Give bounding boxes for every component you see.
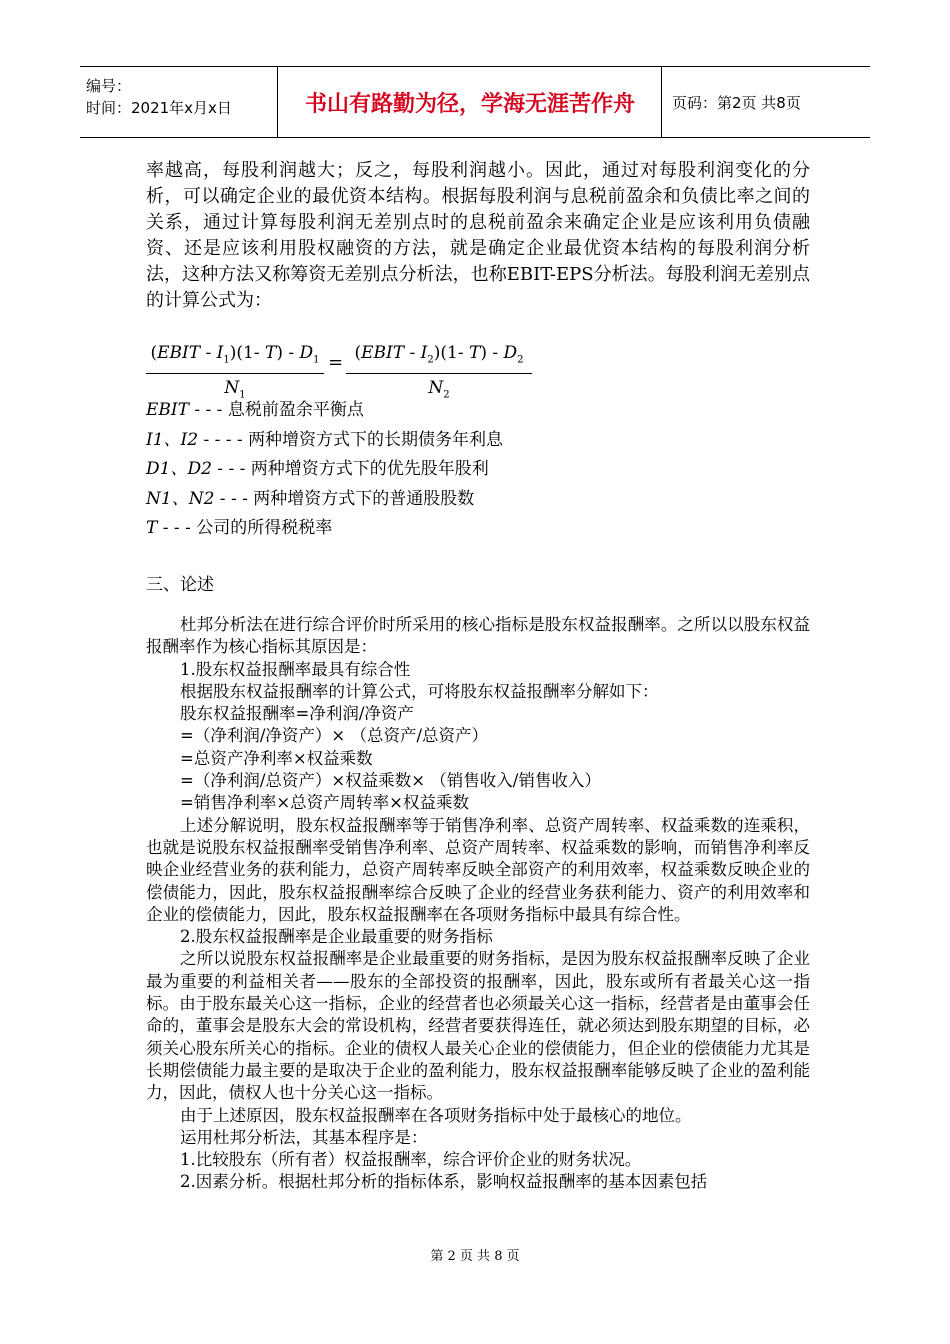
discussion-body — [146, 614, 810, 1194]
body-paragraph: 根据股东权益报酬率的计算公式，可将股东权益报酬率分解如下： — [180, 681, 659, 701]
definition-row: D1、D2 - - - 两种增资方式下的优先股年股利 — [146, 459, 489, 479]
formula-right-fraction: (EBIT - $I_2)(1-$ $T) - D_2$ $N_2$ — [346, 340, 532, 410]
body-paragraph: 运用杜邦分析法，其基本程序是： — [180, 1127, 428, 1147]
body-paragraph: 1.比较股东（所有者）权益报酬率，综合评价企业的财务状况。 — [180, 1150, 642, 1170]
body-paragraph: 股东权益报酬率=净利润/净资产 — [180, 704, 414, 724]
time-label: 时间：2021年x月x日 — [86, 99, 232, 117]
formula-definitions — [146, 396, 503, 544]
header-meta — [80, 67, 278, 137]
body-paragraph: =（净利润/净资产）× （总资产/总资产） — [180, 726, 489, 746]
page-footer: 第 2 页 共 8 页 — [430, 1249, 520, 1264]
body-paragraph: 2.股东权益报酬率是企业最重要的财务指标 — [180, 927, 493, 947]
body-paragraph: 2.因素分析。根据杜邦分析的指标体系，影响权益报酬率的基本因素包括 — [180, 1172, 708, 1192]
header-motto: 书山有路勤为径，学海无涯苦作舟 — [279, 67, 662, 137]
body-paragraph: =销售净利率×总资产周转率×权益乘数 — [180, 793, 469, 813]
definition-row: N1、N2 - - - 两种增资方式下的普通股股数 — [146, 488, 475, 509]
body-paragraph: 由于上述原因，股东权益报酬率在各项财务指标中处于最核心的地位。 — [180, 1105, 692, 1125]
definition-row: T - - - 公司的所得税税率 — [146, 518, 333, 538]
eps-indifference-formula — [146, 340, 546, 401]
body-paragraph: =总资产净利率×权益乘数 — [180, 748, 373, 768]
code-label: 编号： — [86, 77, 132, 95]
intro-paragraph: 率越高，每股利润越大；反之，每股利润越小。因此，通过对每股利润变化的分析，可以确定企业的最优资本结构。根据每股利润与息税前盈余和负债比率之间的关系，通过计算每股利润无差别点时的息税前盈余来确定企业是应该利用负债融资、还是应该利用股权融资的方法，就是确定企业最优资本结构的每股利润分析法，这种方法又称筹资无差别点分析法，也称EBIT-EPS分析法。每股利润无差别点的计算公式为： — [146, 160, 810, 311]
page-header — [80, 66, 870, 138]
definition-row: I1、I2 - - - - 两种增资方式下的长期债务年利息 — [146, 429, 504, 450]
definition-row: EBIT - - - 息税前盈余平衡点 — [146, 400, 364, 420]
body-paragraph: 1.股东权益报酬率最具有综合性 — [180, 659, 411, 679]
formula-left-fraction: (EBIT - $I_1)(1-$ $T) - D_1$ $N_1$ — [146, 340, 324, 410]
formula-equals: = — [328, 352, 344, 373]
body-paragraph: 之所以说股东权益报酬率是企业最重要的财务指标，是因为股东权益报酬率反映了企业最为重要的利益相关者——股东的全部投资的报酬率，因此，股东或所有者最关心这一指标。由于股东最关心这一指标，企业的经营者也必须最关心这一指标，经营者是由董事会任命的，董事会是股东大会的常设机构，经营者要获得连任，就必须达到股东期望的目标，必须关心股东所关心的指标。企业的债权人最关心企业的偿债能力，但企业的偿债能力尤其是长期偿债能力最主要的是取决于企业的盈利能力，股东权益报酬率能够反映了企业的盈利能力，因此，债权人也十分关心这一指标。 — [146, 949, 810, 1103]
body-paragraph: 上述分解说明，股东权益报酬率等于销售净利率、总资产周转率、权益乘数的连乘积，也就是说股东权益报酬率受销售净利率、总资产周转率、权益乘数的影响，而销售净利率反映企业经营业务的获利能力，总资产周转率反映全部资产的利用效率，权益乘数反映企业的偿债能力，因此，股东权益报酬率综合反映了企业的经营业务获利能力、资产的利用效率和企业的偿债能力，因此，股东权益报酬率在各项财务指标中最具有综合性。 — [146, 815, 810, 924]
body-paragraph: =（净利润/总资产）×权益乘数× （销售收入/销售收入） — [180, 771, 601, 791]
header-page-info: 页码：第2页 共8页 — [672, 93, 801, 112]
body-paragraph: 杜邦分析法在进行综合评价时所采用的核心指标是股东权益报酬率。之所以以股东权益报酬率作为核心指标其原因是： — [146, 615, 810, 657]
section-title: 三、论述 — [146, 575, 214, 595]
